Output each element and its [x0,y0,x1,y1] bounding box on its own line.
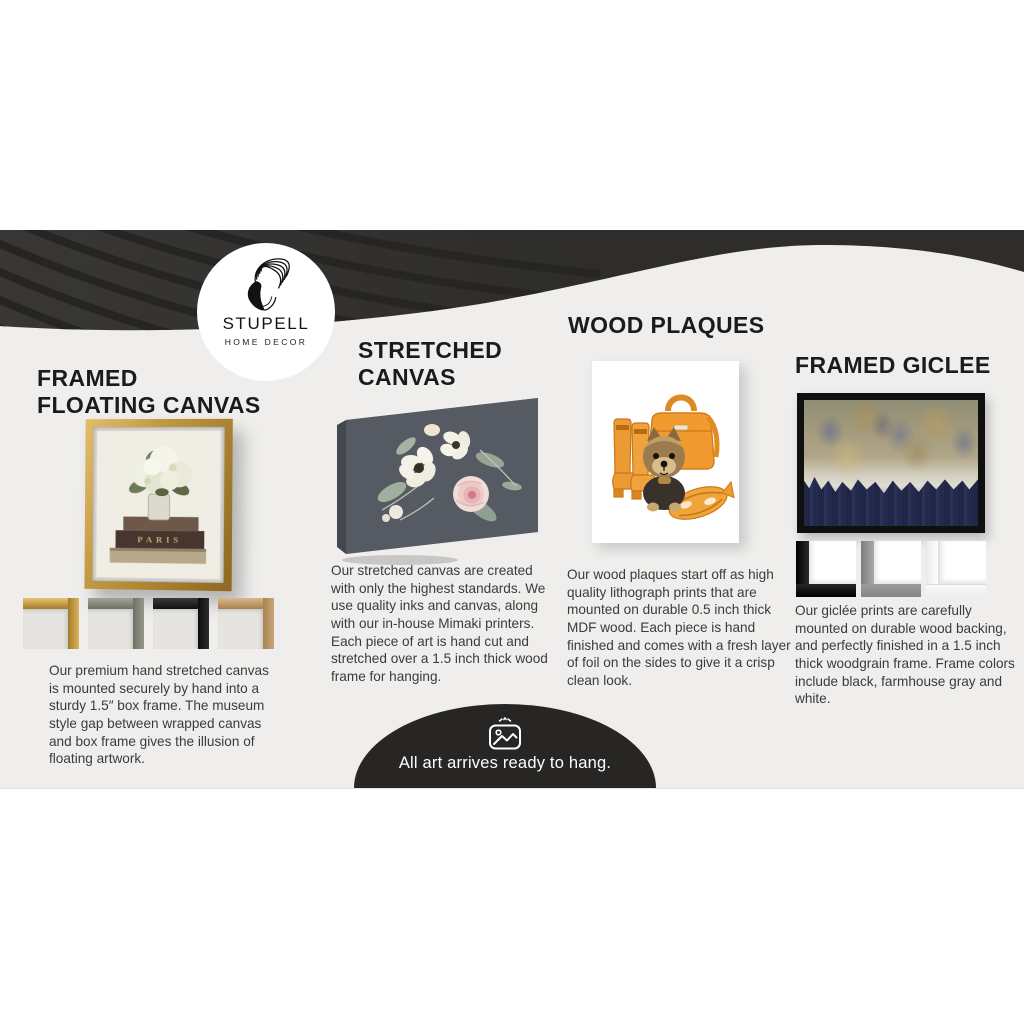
title-line: CANVAS [358,363,456,390]
abstract-navy-field [804,400,978,526]
title-wood-plaques [568,312,764,339]
yorkie-dog [643,427,685,512]
framed-picture-icon [485,716,525,751]
description-framed-giclee: Our giclée prints are carefully mounted on durable wood backing, and perfectly finished in a 1.5 inch thick woodgrain frame. Frame colors include black, farmhouse gray and white. [795,603,1015,707]
giclee-frame-color-options [796,541,986,597]
ready-to-hang-message: All art arrives ready to hang. [398,754,612,772]
floating-canvas-product-image [84,419,232,591]
frame-swatch-gold [23,598,79,649]
glass-jar [148,494,169,520]
wood-plaque-product-image [590,361,739,543]
giclee-swatch-gray [861,541,921,597]
title-framed-floating-canvas [37,365,261,418]
books-stack [110,516,207,563]
title-framed-giclee [795,352,991,379]
title-line: FRAMED [37,365,138,391]
giclee-swatch-white [926,541,986,597]
watch-accessory [658,477,671,484]
title-stretched-canvas [358,337,502,390]
floating-frame-color-options [23,598,274,649]
flower-bud [424,424,440,436]
book-spine-label: PARIS [137,534,183,545]
hydrangea-books-artwork [96,431,220,579]
brand-name: STUPELL [222,314,310,333]
rose-flower [453,476,489,512]
framed-giclee-product-image [797,393,985,533]
title-line: FRAMED GICLEE [795,352,991,378]
description-stretched-canvas: Our stretched canvas are created with only the highest standards. We use quality inks and canvas, along with our in-house Mimaki printers. Each piece of art is hand cut and stretched over a 1.5 inch thick wood frame for hanging. [331,563,548,685]
stupell-swoosh-icon [235,253,297,317]
brand-tagline: HOME DECOR [224,337,308,347]
museum-gap [92,427,224,583]
description-wood-plaques: Our wood plaques start off as high quality lithograph prints that are mounted on durable 0.5 inch thick MDF wood. Each piece is hand finished and comes with a fresh layer of foil on the sides to give it a crisp clean look. [567,567,791,689]
title-line: STRETCHED [358,337,503,363]
title-line: FLOATING CANVAS [37,391,261,418]
giclee-swatch-black [796,541,856,597]
top-swoosh-band [0,230,1024,365]
frame-swatch-natural [218,598,274,649]
frame-swatch-pewter [88,598,144,649]
description-framed-floating-canvas: Our premium hand stretched canvas is mounted securely by hand into a sturdy 1.5″ box frame. The museum style gap between wrapped canvas and box frame gives the illusion of floating artwork. [49,663,269,767]
brand-logo [197,243,335,381]
stretched-canvas-product-image [330,390,546,566]
title-line: WOOD PLAQUES [568,312,765,338]
frame-swatch-black [153,598,209,649]
abstract-giclee-artwork [804,400,978,526]
dog-fashion-artwork [590,361,739,543]
